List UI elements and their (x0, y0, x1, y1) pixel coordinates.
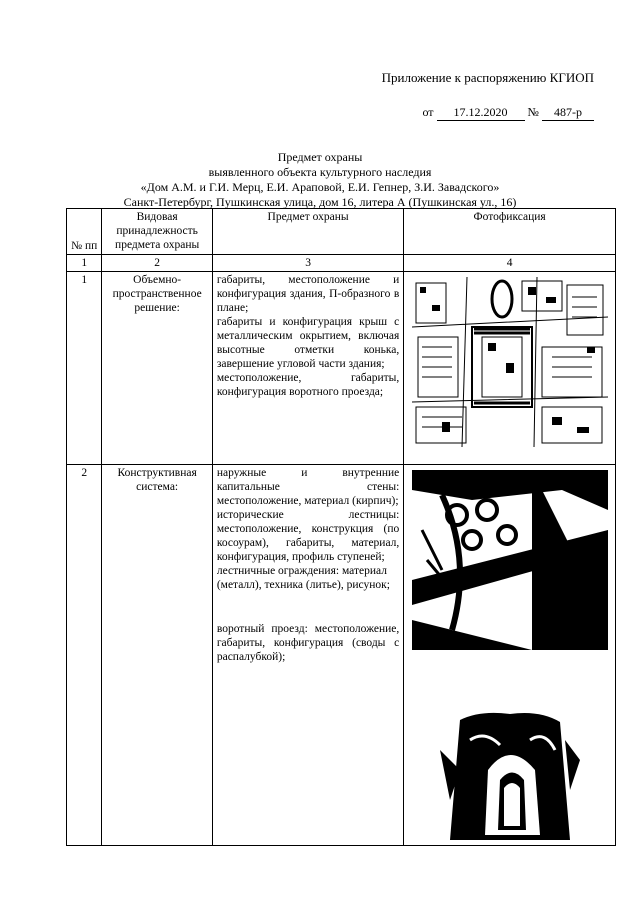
subject-item: лестничные ограждения: материал (216, 565, 387, 577)
order-line (422, 105, 594, 121)
row-type: Конструктивная система: (102, 465, 212, 846)
header-type: Видовая принадлежность предмета охраны (102, 209, 212, 255)
header-row (67, 209, 616, 255)
site-plan-image (412, 277, 608, 447)
heading-line-1: Предмет охраны (277, 150, 363, 164)
subject-item: местоположение, габариты, конфигурация воротного проезда; (216, 372, 400, 398)
order-number: 487-р (542, 105, 594, 121)
staircase-photo (412, 470, 608, 650)
heading-line-2: выявленного объекта культурного наследия (208, 165, 432, 179)
row-number: 1 (67, 272, 102, 465)
header-subject: Предмет охраны (212, 209, 403, 255)
subject-item: наружные и внутренние капитальные стены: местоположение, материал (кирпич); (216, 467, 400, 507)
header-photo: Фотофиксация (404, 209, 616, 255)
col-number: 1 (67, 255, 102, 272)
row-photo (404, 465, 616, 846)
table-row (67, 272, 616, 465)
col-number: 2 (102, 255, 212, 272)
protection-table (66, 208, 616, 846)
subject-item: исторические лестницы: местоположение, конструкция (по косоурам), габариты, материал, конфигурация, профиль ступеней; (216, 509, 400, 563)
order-no-label: № (527, 105, 539, 119)
subject-item: габариты, местоположение и конфигурация здания, П-образного в плане; (216, 274, 400, 314)
heading-line-4: Санкт-Петербург, Пушкинская улица, дом 16, литера А (Пушкинская ул., 16) (123, 195, 517, 209)
row-subject (212, 272, 403, 465)
row-number: 2 (67, 465, 102, 846)
row-type: Объемно-пространственное решение: (102, 272, 212, 465)
row-subject (212, 465, 403, 846)
gateway-photo (440, 710, 580, 840)
heading-line-3: «Дом А.М. и Г.И. Мерц, Е.И. Араповой, Е.И. Гепнер, З.И. Завадского» (140, 180, 500, 194)
appendix-title: Приложение к распоряжению КГИОП (381, 70, 594, 85)
header-num: № пп (67, 209, 102, 255)
order-prefix: от (422, 105, 434, 119)
subject-item: габариты и конфигурация крыш с металлическим окрытием, включая высотные отметки конька, завершение угловой части здания; (216, 316, 400, 370)
column-number-row (67, 255, 616, 272)
order-date: 17.12.2020 (437, 105, 525, 121)
row-photo (404, 272, 616, 465)
col-number: 3 (212, 255, 403, 272)
subject-item: (металл), техника (литье), рисунок; (216, 579, 390, 591)
subject-item: воротный проезд: местоположение, габариты, конфигурация (своды с распалубкой); (216, 623, 400, 663)
table-row (67, 465, 616, 846)
col-number: 4 (404, 255, 616, 272)
